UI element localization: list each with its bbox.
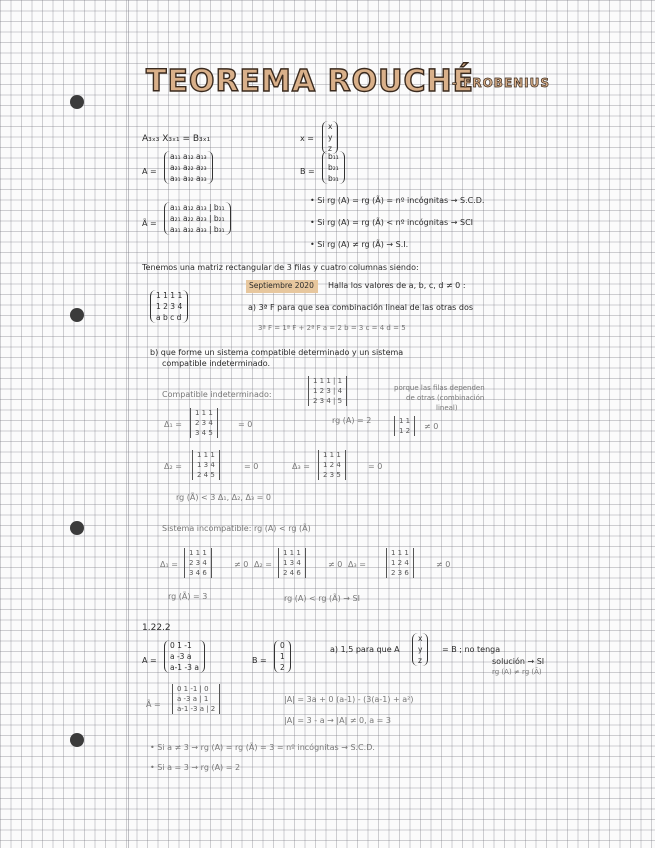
matrix-row: 2 3 6 [391,569,409,577]
matrix-row: 2 3 5 [323,471,341,479]
matrix-row: a₂₁ a₂₂ a₂₃ [170,163,207,172]
x-vector-row: y [328,133,333,142]
matrix-row: a₃₁ a₃₂ a₃₃ | b₃₁ [170,225,225,234]
vector-row: 1 [280,652,285,661]
a-matrix [164,151,213,184]
system-equation: A₃ₓ₃ X₃ₓ₁ = B₃ₓ₁ [142,134,211,144]
det1-result: = 0 [238,420,253,429]
matrix-row: 1 1 1 [323,451,341,459]
problem2-a-label: A = [142,656,157,665]
det2-label: Δ₂ = [164,462,182,471]
matrix-row: 2 4 5 [197,471,215,479]
problem2-part-a-4: rg (A) ≠ rg (Ã) [492,668,542,676]
matrix-row: a-1 -3 a | 2 [177,705,216,713]
matrix-row: 2 3 4 [195,419,213,427]
problem2-abar-matrix [172,684,220,714]
si-det2-label: Δ₂ = [254,560,272,569]
si-det3-label: Δ₃ = [348,560,366,569]
det3-label: Δ₃ = [292,462,310,471]
matrix-row: 1 1 1 [283,549,301,557]
problem2-part-a-3: solución → SI [492,657,545,666]
matrix-row: a₃₁ a₃₂ a₃₃ [170,174,207,183]
matrix-row: 1 1 1 [391,549,409,557]
problem2-case1: • Si a ≠ 3 → rg (A) = rg (Ã) = 3 = nº incógnitas → S.C.D. [150,743,375,752]
problem2-number: 1.22.2 [142,623,171,633]
problem2-b-vector [274,640,291,673]
problem2-case2: • Si a = 3 → rg (A) = 2 [150,763,241,772]
problem2-a-matrix [164,640,205,673]
problem-task: Halla los valores de a, b, c, d ≠ 0 : [328,281,466,290]
vector-row: 2 [280,663,285,672]
det2-result: = 0 [244,462,259,471]
matrix-row: a -3 a [170,652,192,661]
x-vector-row: z [328,144,332,153]
binder-hole-2 [70,308,84,322]
si-det3-matrix [386,548,414,578]
rg-abar: rg (Ã) < 3 Δ₁, Δ₂, Δ₃ = 0 [176,493,271,502]
a-label: A = [142,167,157,176]
matrix-row: 1 2 4 [391,559,409,567]
si-det2-result: ≠ 0 [328,560,343,569]
minor-matrix [394,416,415,436]
vector-row: x [418,634,423,643]
matrix-row: 1 1 1 [197,451,215,459]
matrix-row: 2 3 4 | 5 [313,397,343,405]
rule-sci: • Si rg (A) = rg (Ã) < nº incógnitas → SCI [310,218,474,227]
problem2-b-label: B = [252,656,267,665]
minor-result: ≠ 0 [424,422,439,431]
problem2-det-line1: |A| = 3a + 0 (a-1) - (3(a-1) + a²) [284,695,414,704]
binder-hole-1 [70,95,84,109]
matrix-row: 1 3 4 [197,461,215,469]
problem2-part-a: a) 1,5 para que A [330,645,400,654]
matrix-row: 1 3 4 [283,559,301,567]
page-title: TEOREMA ROUCHÉ [146,64,475,99]
rg-a: rg (A) = 2 [332,416,372,425]
matrix-row: 1 1 1 [195,409,213,417]
matrix-row: a -3 a | 1 [177,695,209,703]
det3-result: = 0 [368,462,383,471]
matrix-row: 1 2 [399,427,411,435]
matrix-row: 0 1 -1 [170,641,192,650]
vector-row: b₁₁ [328,152,339,161]
margin-line [128,0,129,848]
sci-note-2: de otras (combinación [406,394,485,402]
sci-note-1: porque las filas dependen [394,384,485,392]
problem2-part-a-2: = B ; no tenga [442,645,501,654]
problem-statement: Tenemos una matriz rectangular de 3 filas y cuatro columnas siendo: [142,263,419,272]
part-a: a) 3ª F para que sea combinación lineal de las otras dos [248,303,474,312]
si-det1-result: ≠ 0 [234,560,249,569]
si-label: Sistema incompatible: rg (A) < rg (Ã) [162,524,311,533]
matrix-row: 1 2 3 4 [156,302,183,311]
matrix-row: 1 2 4 [323,461,341,469]
vector-row: z [418,656,422,665]
matrix-row: 1 1 [399,417,411,425]
sci-label: Compatible indeterminado: [162,390,272,399]
si-det2-matrix [278,548,306,578]
det1-matrix [190,408,218,438]
si-det1-label: Δ₁ = [160,560,178,569]
sci-note-3: lineal) [436,404,458,412]
vector-row: y [418,645,423,654]
matrix-row: 1 1 1 1 [156,291,183,300]
det2-matrix [192,450,220,480]
part-b-line2: compatible indeterminado. [162,359,271,368]
matrix-row: 2 4 6 [283,569,301,577]
exam-tag: Septiembre 2020 [249,281,314,290]
vector-row: b₂₁ [328,163,339,172]
matrix-row: a₁₁ a₁₂ a₁₃ | b₁₁ [170,203,225,212]
matrix-row: a₁₁ a₁₂ a₁₃ [170,152,207,161]
b-label: B = [300,167,315,176]
x-label: x = [300,134,314,143]
matrix-row: 3 4 6 [189,569,207,577]
matrix-row: a-1 -3 a [170,663,199,672]
matrix-row: 2 3 4 [189,559,207,567]
binder-hole-3 [70,521,84,535]
abar-matrix [164,202,231,235]
vector-row: b₃₁ [328,174,339,183]
vector-row: 0 [280,641,285,650]
b-vector [322,151,345,184]
matrix-row: a₂₁ a₂₂ a₂₃ | b₂₁ [170,214,225,223]
si-conclusion: rg (A) < rg (Ã) → SI [284,594,360,603]
si-det3-result: ≠ 0 [436,560,451,569]
matrix-row: 1 1 1 [189,549,207,557]
problem2-det-line2: |A| = 3 - a → |A| ≠ 0, a = 3 [284,716,392,725]
matrix-row: 3 4 5 [195,429,213,437]
abar-label: Ã = [142,219,157,228]
rule-scd: • Si rg (A) = rg (Ã) = nº incógnitas → S.C.D. [310,196,485,205]
rule-si: • Si rg (A) ≠ rg (Ã) → S.I. [310,240,409,249]
matrix-row: a b c d [156,313,182,322]
problem2-unknowns-vector [412,633,428,666]
matrix-row: 1 2 3 | 4 [313,387,343,395]
det3-matrix [318,450,346,480]
sci-matrix [308,376,347,406]
matrix-row: 1 1 1 | 1 [313,377,343,385]
problem2-abar-label: Ã = [146,700,161,709]
page-title-suffix: - FROBENIUS [452,76,551,90]
part-b-line1: b) que forme un sistema compatible determinado y un sistema [150,348,404,357]
si-det1-matrix [184,548,212,578]
x-vector [322,121,338,154]
matrix-row: 0 1 -1 | 0 [177,685,209,693]
problem-matrix [150,290,188,323]
part-a-calc: 3ª F = 1ª F + 2ª F a = 2 b = 3 c = 4 d = 5 [258,324,406,332]
x-vector-row: x [328,122,333,131]
si-rank: rg (Ã) = 3 [168,592,208,601]
binder-hole-4 [70,733,84,747]
det1-label: Δ₁ = [164,420,182,429]
